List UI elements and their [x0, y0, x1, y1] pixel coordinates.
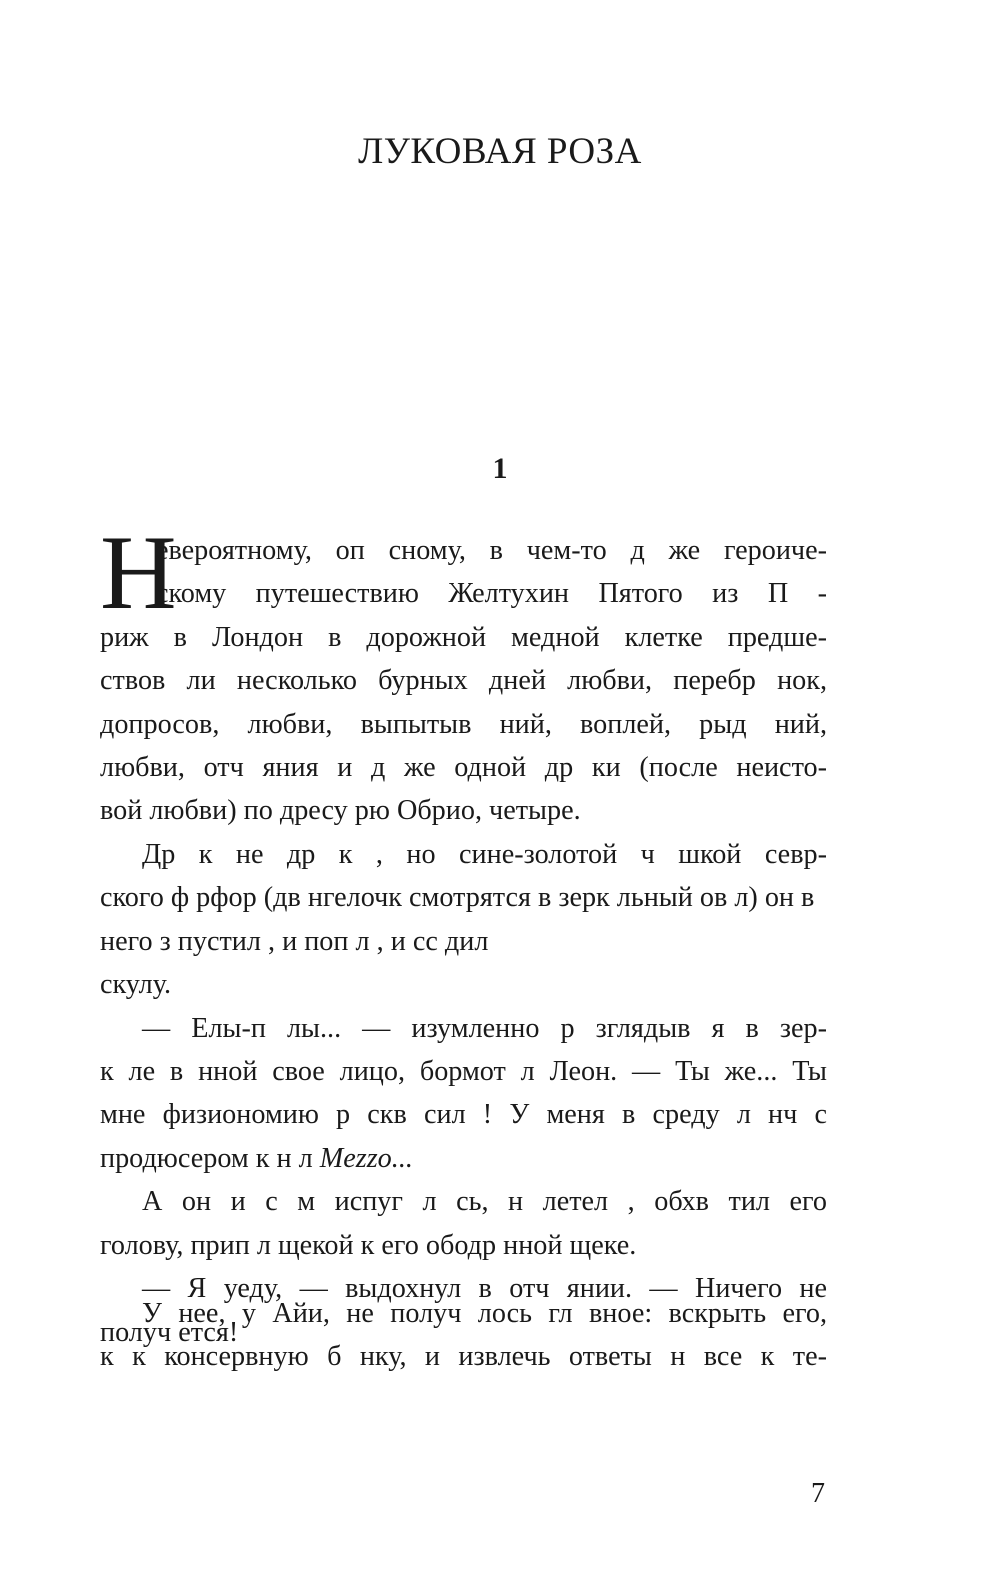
- text-line: риж в Лондон в дорожной медной клетке предше-: [100, 621, 827, 653]
- text-line: ствов ли несколько бурных дней любви, перебр нок,: [100, 665, 827, 697]
- text-line: Др к не др к , но сине-золотой ч шкой севр-: [142, 838, 827, 870]
- text-line: [100, 876, 827, 963]
- text-line: [100, 1137, 827, 1180]
- text-line: скому путешествию Желтухин Пятого из П -: [156, 578, 827, 610]
- text-line: допросов, любви, выпытыв ний, воплей, рыд ний,: [100, 708, 827, 740]
- text-line: к ле в нной свое лицо, бормот л Леон. — Ты же... Ты: [100, 1056, 827, 1088]
- text-segment: ского ф рфор (дв нгелочк смотрятся в зерк льный ов л) он в него з пустил , и поп л , и сс дил: [100, 882, 815, 957]
- text-line: скулу.: [100, 969, 172, 1001]
- page-number: 7: [811, 1478, 825, 1509]
- text-line: А он и с м испуг л сь, н летел , обхв тил его: [142, 1186, 827, 1218]
- page-title: ЛУКОВАЯ РОЗА: [358, 131, 642, 172]
- paragraph-block-1: [100, 514, 827, 1354]
- drop-cap-letter: Н: [100, 514, 177, 631]
- chapter-number: 1: [492, 452, 508, 485]
- text-line: мне физиономию р скв сил ! У меня в среду л нч с: [100, 1099, 827, 1131]
- paragraph-block-2: [100, 1292, 827, 1379]
- text-line: У нее, у Айи, не получ лось гл вное: вскрыть его,: [142, 1298, 827, 1329]
- text-line: любви, отч яния и д же одной др ки (после неисто-: [100, 752, 827, 784]
- text-line: голову, прип л щекой к его ободр нной щеке.: [100, 1229, 637, 1261]
- text-line: получ ется!: [100, 1316, 239, 1348]
- text-line: — Я уеду, — выдохнул в отч янии. — Ничего не: [142, 1273, 827, 1305]
- text-line: евероятному, оп сному, в чем-то д же героиче-: [156, 535, 827, 566]
- italic-word: Mezzo...: [319, 1142, 413, 1174]
- text-line: вой любви) по дресу рю Обрио, четыре.: [100, 795, 581, 827]
- text-line: к к консервную б нку, и извлечь ответы н все к те-: [100, 1341, 827, 1373]
- text-line: — Елы-п лы... — изумленно р зглядыв я в зер-: [142, 1012, 827, 1044]
- text-segment: продюсером к н л: [100, 1142, 320, 1174]
